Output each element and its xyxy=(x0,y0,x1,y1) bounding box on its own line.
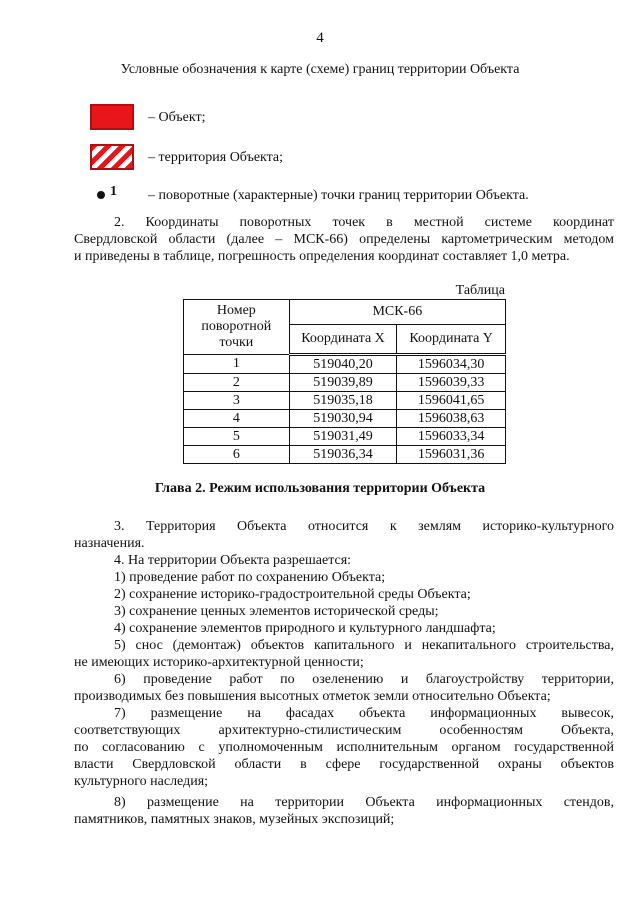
legend-item-territory xyxy=(0,144,640,174)
y-cell: 1596041,65 xyxy=(397,392,506,410)
column-header-x: Координата X xyxy=(289,325,397,355)
legend-label: – поворотные (характерные) точки границ территории Объекта. xyxy=(148,188,529,203)
legend-item-points xyxy=(0,182,640,212)
y-cell: 1596038,63 xyxy=(397,410,506,428)
x-cell: 519039,89 xyxy=(289,374,397,392)
object-swatch-icon xyxy=(90,104,134,130)
table-row xyxy=(184,428,506,446)
y-cell: 1596039,33 xyxy=(397,374,506,392)
text-line: власти Свердловской области в сфере государственной охраны объектов xyxy=(74,757,614,772)
table-caption: Таблица xyxy=(455,283,505,298)
legend-label: – Объект; xyxy=(148,110,206,125)
y-cell: 1596033,34 xyxy=(397,428,506,446)
column-header-system: МСК-66 xyxy=(289,300,505,325)
list-item-4 xyxy=(74,620,614,637)
table-row xyxy=(184,446,506,464)
paragraph-2 xyxy=(74,214,614,265)
x-cell: 519040,20 xyxy=(289,355,397,374)
list-item-8 xyxy=(74,794,614,828)
text-line: 5) снос (демонтаж) объектов капитального и некапитального строительства, xyxy=(114,638,614,653)
y-cell: 1596034,30 xyxy=(397,355,506,374)
text-line: 4) сохранение элементов природного и культурного ландшафта; xyxy=(114,621,496,636)
text-line: производимых без повышения высотных отметок земли относительно Объекта; xyxy=(74,689,551,704)
x-cell: 519036,34 xyxy=(289,446,397,464)
table-row xyxy=(184,374,506,392)
text-line: 8) размещение на территории Объекта информационных стендов, xyxy=(114,795,614,810)
page-number: 4 xyxy=(316,30,324,46)
y-cell: 1596031,36 xyxy=(397,446,506,464)
text-line: назначения. xyxy=(74,536,145,551)
text-line: 2. Координаты поворотных точек в местной системе координат xyxy=(114,215,614,230)
point-number-cell: 4 xyxy=(184,410,290,428)
table-row xyxy=(184,355,506,374)
chapter-title: Глава 2. Режим использования территории Объекта xyxy=(154,481,486,496)
text-line: по согласованию с уполномоченным исполнительным органом государственной xyxy=(74,740,614,755)
turning-point-number: 1 xyxy=(110,184,117,199)
text-line: соответствующих архитектурно-стилистическим особенностям Объекта, xyxy=(74,723,614,738)
legend-label: – территория Объекта; xyxy=(148,150,284,165)
paragraph-3 xyxy=(74,518,614,552)
territory-hatch-swatch-icon xyxy=(90,144,134,170)
coordinates-table xyxy=(183,299,506,464)
list-item-5 xyxy=(74,637,614,671)
text-line: 1) проведение работ по сохранению Объекта; xyxy=(114,570,386,585)
list-item-2 xyxy=(74,586,614,603)
list-item-7 xyxy=(74,705,614,790)
table-row xyxy=(184,392,506,410)
text-line: 3) сохранение ценных элементов исторической среды; xyxy=(114,604,439,619)
point-number-cell: 2 xyxy=(184,374,290,392)
list-item-6 xyxy=(74,671,614,705)
text-line: 4. На территории Объекта разрешается: xyxy=(114,553,352,568)
text-line: и приведены в таблице, погрешность определения координат составляет 1,0 метра. xyxy=(74,249,570,264)
text-line: памятников, памятных знаков, музейных экспозиций; xyxy=(74,812,395,827)
point-number-cell: 6 xyxy=(184,446,290,464)
text-line: 3. Территория Объекта относится к землям историко-культурного xyxy=(114,519,614,534)
x-cell: 519035,18 xyxy=(289,392,397,410)
text-line: 2) сохранение историко-градостроительной среды Объекта; xyxy=(114,587,471,602)
x-cell: 519031,49 xyxy=(289,428,397,446)
x-cell: 519030,94 xyxy=(289,410,397,428)
point-number-cell: 5 xyxy=(184,428,290,446)
turning-point-dot-icon xyxy=(97,191,105,199)
text-line: 7) размещение на фасадах объекта информационных вывесок, xyxy=(114,706,614,721)
text-line: 6) проведение работ по озеленению и благоустройству территории, xyxy=(114,672,614,687)
column-header-y: Координата Y xyxy=(397,325,506,355)
list-item-3 xyxy=(74,603,614,620)
point-number-cell: 1 xyxy=(184,355,290,374)
legend-title: Условные обозначения к карте (схеме) границ территории Объекта xyxy=(120,62,520,77)
point-number-cell: 3 xyxy=(184,392,290,410)
list-item-1 xyxy=(74,569,614,586)
legend-item-object xyxy=(0,104,640,134)
paragraph-4-intro xyxy=(74,552,614,569)
text-line: культурного наследия; xyxy=(74,774,209,789)
table-row xyxy=(184,410,506,428)
text-line: не имеющих историко-архитектурной ценности; xyxy=(74,655,364,670)
text-line: Свердловской области (далее – МСК-66) определены картометрическим методом xyxy=(74,232,614,247)
column-header-point-number: Номер поворотной точки xyxy=(184,300,290,355)
